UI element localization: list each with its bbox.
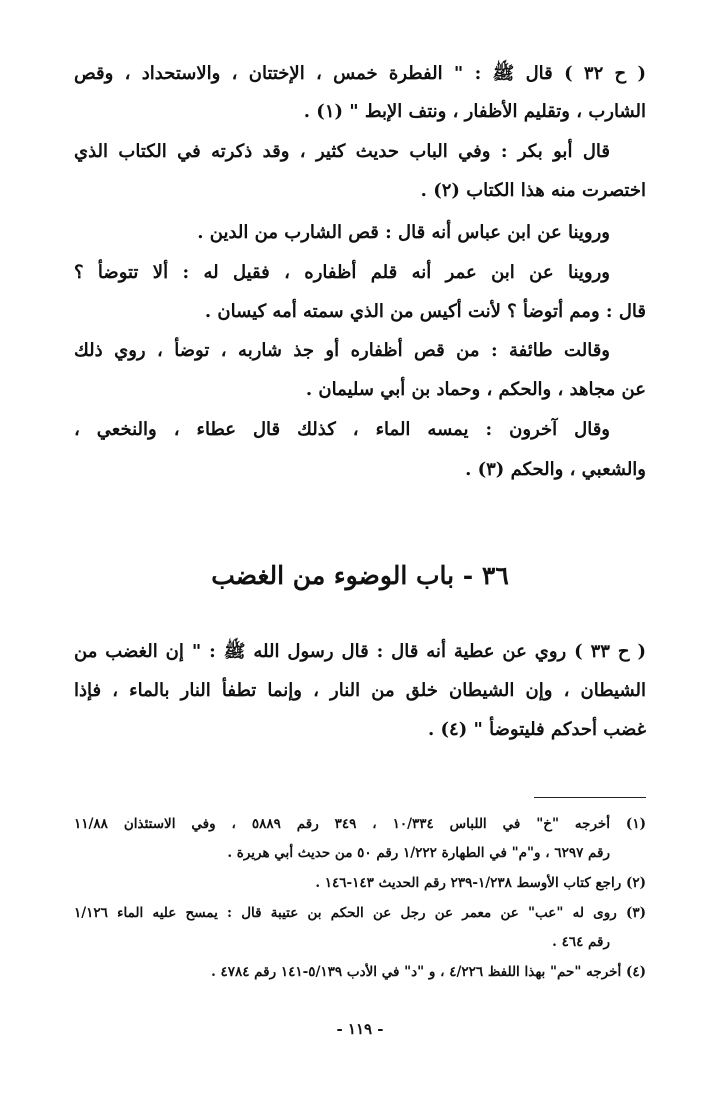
akharun-line-1: وقال آخرون : يمسه الماء ، كذلك قال عطاء ، والنخعي ، [74, 419, 610, 440]
footnote-divider [534, 797, 646, 798]
page-number: - ١١٩ - [336, 1020, 384, 1038]
footnote-2: (٢) راجع كتاب الأوسط ١/٢٣٨-٢٣٩ رقم الحديث ١٤٣-١٤٦ . [315, 875, 646, 891]
hadith-32-line-1: ( ح ٣٢ ) قال ﷺ : " الفطرة خمس ، الإختتان ، والاستحداد ، وقص [74, 63, 646, 84]
section-heading: ٣٦ - باب الوضوء من الغضب [211, 561, 509, 590]
hadith-32-line-2: الشارب ، وتقليم الأظفار ، ونتف الإبط " (١) . [303, 101, 646, 122]
footnote-3-line-1: (٣) روى له "عب" عن معمر عن رجل عن الحكم بن عتيبة قال : يمسح عليه الماء ١/١٢٦ [74, 905, 646, 921]
footnote-1-line-1: (١) أخرجه "خ" في اللباس ١٠/٣٣٤ ، ٣٤٩ رقم ٥٨٨٩ ، وفي الاستئذان ١١/٨٨ [74, 816, 646, 832]
taifa-line-2: عن مجاهد ، والحكم ، وحماد بن أبي سليمان . [305, 379, 646, 400]
footnote-3-line-2: رقم ٤٦٤ . [552, 934, 610, 950]
hadith-33-line-2: الشيطان ، وإن الشيطان خلق من النار ، وإنما تطفأ النار بالماء ، فإذا [74, 680, 646, 701]
footnote-1-line-2: رقم ٦٢٩٧ ، و"م" في الطهارة ١/٢٢٢ رقم ٥٠ من حديث أبي هريرة . [227, 845, 610, 861]
ibn-umar-line: وروينا عن ابن عمر أنه قلم أظفاره ، فقيل له : ألا تتوضأ ؟ [74, 262, 610, 283]
kaysan-line: قال : ومم أتوضأ ؟ لأنت أكيس من الذي سمته أمه كيسان . [204, 301, 646, 322]
taifa-line-1: وقالت طائفة : من قص أظفاره أو جذ شاربه ، توضأ ، روي ذلك [74, 340, 610, 361]
footnote-4: (٤) أخرجه "حم" بهذا اللفظ ٤/٢٢٦ ، و "د" في الأدب ٥/١٣٩-١٤١ رقم ٤٧٨٤ . [211, 964, 646, 980]
hadith-33-line-1: ( ح ٣٣ ) روي عن عطية أنه قال : قال رسول الله ﷺ : " إن الغضب من [74, 641, 646, 662]
abu-bakr-line-2: اختصرت منه هذا الكتاب (٢) . [420, 180, 646, 201]
akharun-line-2: والشعبي ، والحكم (٣) . [465, 459, 646, 480]
hadith-33-line-3: غضب أحدكم فليتوضأ " (٤) . [427, 719, 646, 740]
abu-bakr-line-1: قال أبو بكر : وفي الباب حديث كثير ، وقد ذكرته في الكتاب الذي [74, 141, 610, 162]
ibn-abbas-line: وروينا عن ابن عباس أنه قال : قص الشارب من الدين . [197, 222, 610, 243]
